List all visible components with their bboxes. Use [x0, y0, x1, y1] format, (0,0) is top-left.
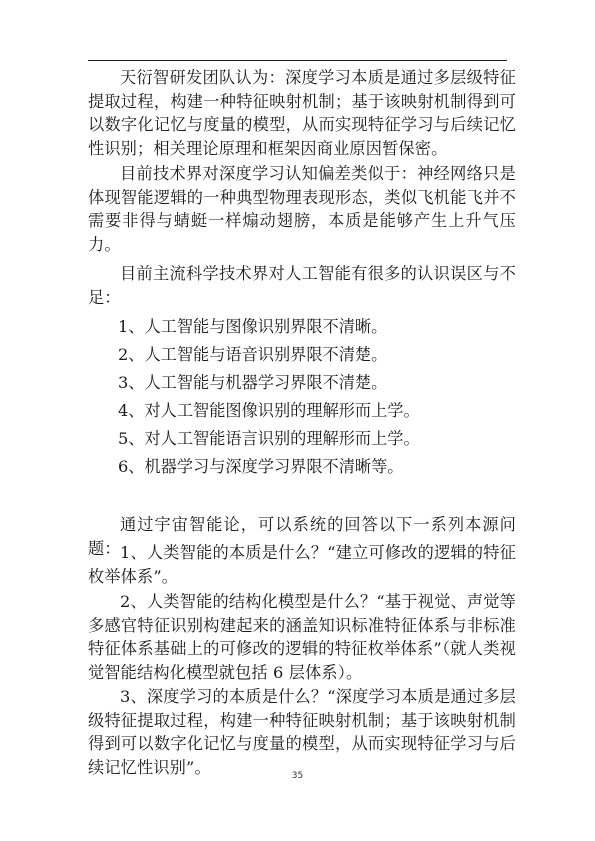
misconception-item: 5、对人工智能语言识别的理解形而上学。: [118, 429, 420, 448]
misconception-item: 1、人工智能与图像识别界限不清晰。: [118, 317, 388, 336]
question-item: 2、人类智能的结构化模型是什么？“基于视觉、声觉等多感官特征识别构建起来的涵盖知识标准特征体系与非标准特征体系基础上的可修改的逻辑的特征枚举体系”（就人类视觉智能结构化模型就包括 6 层体系）。: [88, 592, 516, 682]
misconception-item: 6、机器学习与深度学习界限不清晰等。: [118, 457, 404, 476]
question-item: 3、深度学习的本质是什么？“深度学习本质是通过多层级特征提取过程，构建一种特征映射机制；基于该映射机制得到可以数字化记忆与度量的模型，从而实现特征学习与后续记忆性识别”。: [88, 687, 516, 777]
paragraph-team-view: 天衍智研发团队认为：深度学习本质是通过多层级特征提取过程，构建一种特征映射机制；基于该映射机制得到可以数字化记忆与度量的模型，从而实现特征学习与后续记忆性识别；相关理论原理和框架因商业原因暂保密。: [88, 68, 516, 158]
misconception-item: 3、人工智能与机器学习界限不清楚。: [118, 373, 388, 392]
question-item: 1、人类智能的本质是什么？“建立可修改的逻辑的特征枚举体系”。: [88, 543, 516, 586]
page-number: 35: [291, 771, 304, 781]
paragraph-questions-intro: 通过宇宙智能论，可以系统的回答以下一系列本源问题：: [88, 515, 516, 558]
misconception-item: 4、对人工智能图像识别的理解形而上学。: [118, 401, 420, 420]
misconception-item: 2、人工智能与语音识别界限不清楚。: [118, 345, 388, 364]
paragraph-cognitive-bias: 目前技术界对深度学习认知偏差类似于：神经网络只是体现智能逻辑的一种典型物理表现形态，类似飞机能飞并不需要非得与蜻蜓一样煽动翅膀，本质是能够产生上升气压力。: [88, 164, 516, 254]
paragraph-misconceptions-intro: 目前主流科学技术界对人工智能有很多的认识误区与不足：: [88, 264, 516, 307]
header-rule: [88, 60, 507, 61]
